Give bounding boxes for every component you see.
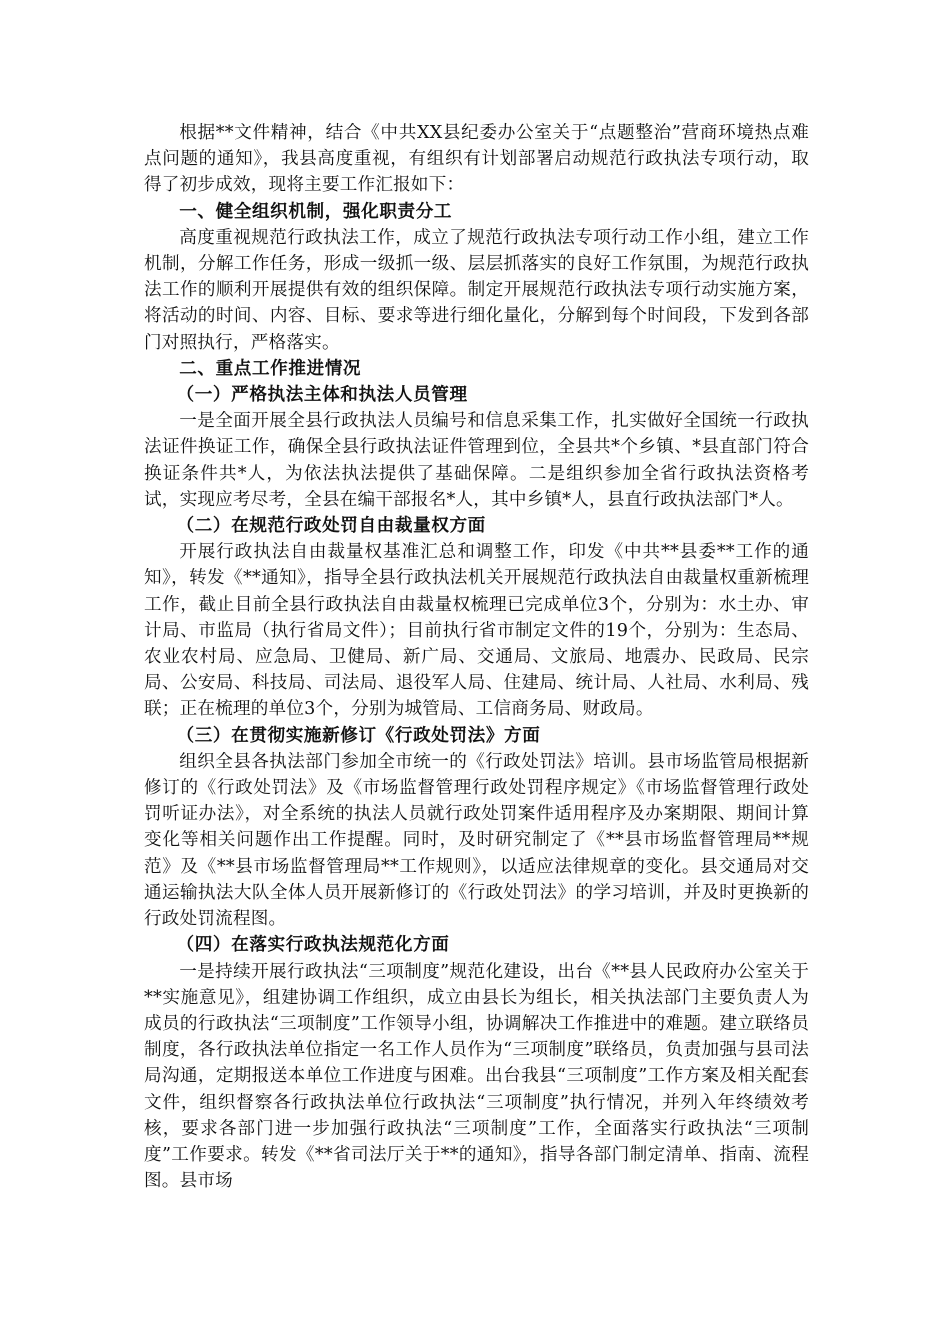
subsection3-paragraph: 组织全县各执法部门参加全市统一的《行政处罚法》培训。县市场监管局根据新修订的《行政处罚法》及《市场监督管理行政处罚程序规定》《市场监督管理行政处罚听证办法》，对全系统的执法人员就行政处罚案件适用程序及办案期限、期间计算变化等相关问题作出工作提醒。同时，及时研究制定了《**县市场监督管理局**规范》及《**县市场监督管理局**工作规则》，以适应法律规章的变化。县交通局对交通运输执法大队全体人员开展新修订的《行政处罚法》的学习培训，并及时更换新的行政处罚流程图。: [144, 751, 809, 930]
subsection4-paragraph: 一是持续开展行政执法“三项制度”规范化建设，出台《**县人民政府办公室关于**实施意见》，组建协调工作组织，成立由县长为组长，相关执法部门主要负责人为成员的行政执法“三项制度”工作领导小组，协调解决工作推进中的难题。建立联络员制度，各行政执法单位指定一名工作人员作为“三项制度”联络员，负责加强与县司法局沟通，定期报送本单位工作进度与困难。出台我县“三项制度”工作方案及相关配套文件，组织督察各行政执法单位行政执法“三项制度”执行情况，并列入年终绩效考核，要求各部门进一步加强行政执法“三项制度”工作，全面落实行政执法“三项制度”工作要求。转发《**省司法厅关于**的通知》，指导各部门制定清单、指南、流程图。县市场: [144, 961, 809, 1192]
document-page: [144, 120, 809, 1194]
subsection3-heading: （三）在贯彻实施新修订《行政处罚法》方面: [176, 725, 541, 746]
subsection1-paragraph: 一是全面开展全县行政执法人员编号和信息采集工作，扎实做好全国统一行政执法证件换证工作，确保全县行政执法证件管理到位，全县共*个乡镇、*县直部门符合换证条件共*人，为依法执法提供了基础保障。二是组织参加全省行政执法资格考试，实现应考尽考，全县在编干部报名*人，其中乡镇*人，县直行政执法部门*人。: [144, 411, 809, 510]
section2-heading: 二、重点工作推进情况: [179, 358, 362, 379]
section1-heading: 一、健全组织机制，强化职责分工: [179, 201, 453, 222]
subsection2-paragraph: 开展行政执法自由裁量权基准汇总和调整工作，印发《中共**县委**工作的通知》，转发《**通知》，指导全县行政执法机关开展规范行政执法自由裁量权重新梳理工作，截止目前全县行政执法自由裁量权梳理已完成单位3个，分别为：水土办、审计局、市监局（执行省局文件）；目前执行省市制定文件的19个，分别为：生态局、农业农村局、应急局、卫健局、新广局、交通局、文旅局、地震办、民政局、民宗局、公安局、科技局、司法局、退役军人局、住建局、统计局、人社局、水利局、残联；正在梳理的单位3个，分别为城管局、工信商务局、财政局。: [144, 542, 809, 720]
subsection2-heading: （二）在规范行政处罚自由裁量权方面: [176, 516, 486, 537]
subsection4-heading: （四）在落实行政执法规范化方面: [176, 935, 450, 956]
intro-paragraph: 根据**文件精神，结合《中共XX县纪委办公室关于“点题整治”营商环境热点难点问题的通知》，我县高度重视，有组织有计划部署启动规范行政执法专项行动，取得了初步成效，现将主要工作汇报如下：: [144, 123, 809, 196]
subsection1-heading: （一）严格执法主体和执法人员管理: [176, 385, 468, 406]
section1-paragraph: 高度重视规范行政执法工作，成立了规范行政执法专项行动工作小组，建立工作机制，分解工作任务，形成一级抓一级、层层抓落实的良好工作氛围，为规范行政执法工作的顺利开展提供有效的组织保障。制定开展规范行政执法专项行动实施方案，将活动的时间、内容、目标、要求等进行细化量化，分解到每个时间段，下发到各部门对照执行，严格落实。: [144, 227, 809, 353]
